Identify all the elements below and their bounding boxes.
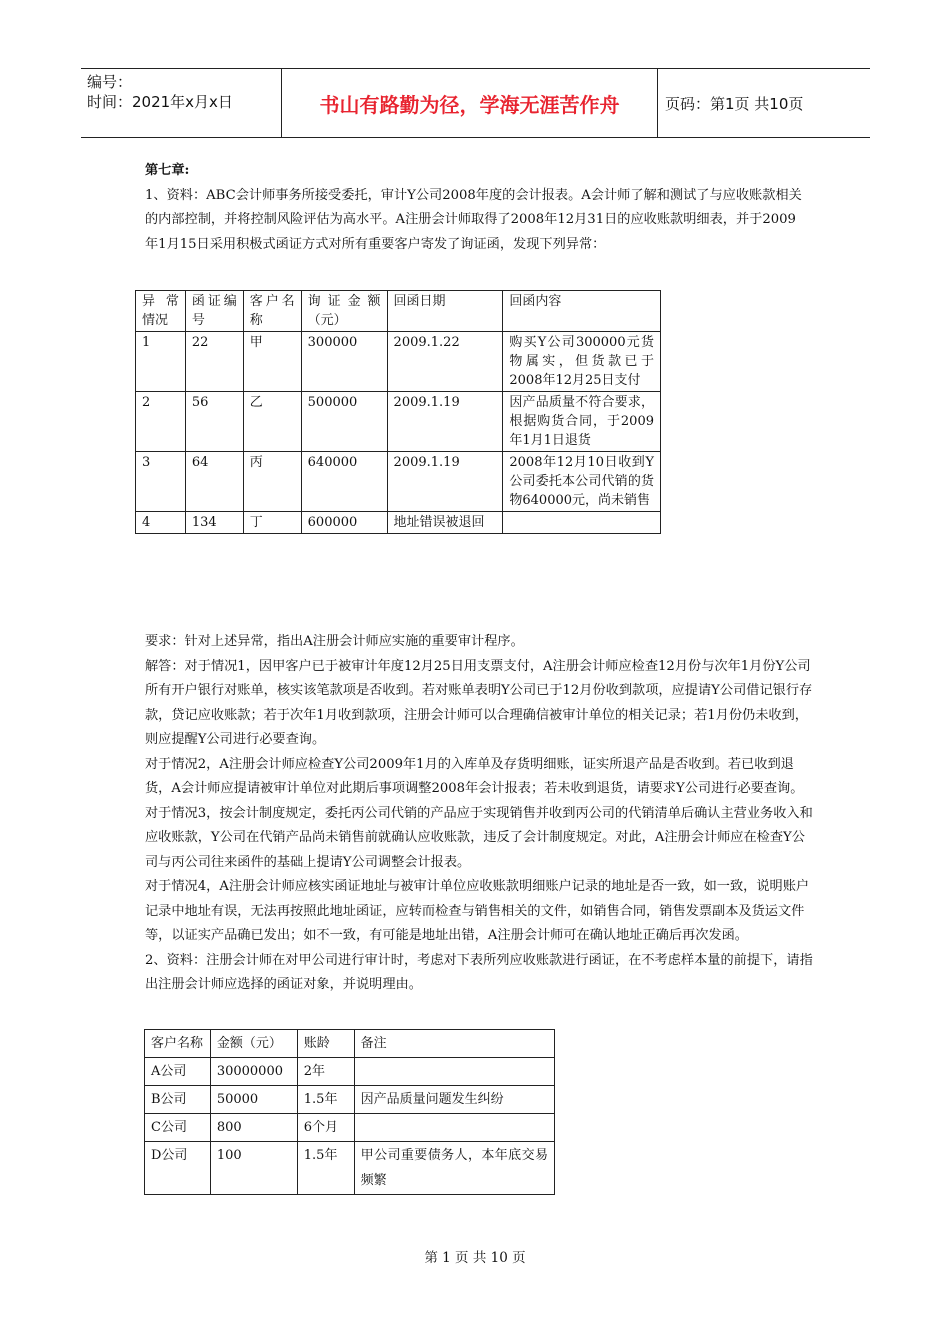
table-cell: 6个月 bbox=[297, 1114, 354, 1142]
table-header-cell: 回函内容 bbox=[503, 291, 661, 332]
table-cell: 2008年12月10日收到Y公司委托本公司代销的货物640000元，尚未销售 bbox=[503, 452, 661, 512]
table-cell: 因产品质量不符合要求，根据购货合同，于2009年1月1日退货 bbox=[503, 392, 661, 452]
table-row bbox=[145, 1086, 555, 1114]
table-cell: 30000000 bbox=[210, 1058, 297, 1086]
table-cell: 50000 bbox=[210, 1086, 297, 1114]
table-row bbox=[136, 332, 661, 392]
table-cell: 地址错误被退回 bbox=[387, 512, 503, 534]
table-cell: 64 bbox=[185, 452, 243, 512]
page-header bbox=[81, 68, 870, 138]
table-header-cell: 回函日期 bbox=[387, 291, 503, 332]
table-cell: 640000 bbox=[301, 452, 387, 512]
q1-answer-4: 对于情况4，A注册会计师应核实函证地址与被审计单位应收账款明细账户记录的地址是否一致，如一致，说明账户记录中地址有误，无法再按照此地址函证，应转而检查与销售相关的文件，如销售合同，销售发票副本及货运文件等，以证实产品确已发出；如不一致，有可能是地址出错，A注册会计师可在确认地址正确后再次发函。 bbox=[145, 879, 810, 943]
table-header-cell: 备注 bbox=[354, 1030, 554, 1058]
table-header-cell: 账龄 bbox=[297, 1030, 354, 1058]
table-cell: 22 bbox=[185, 332, 243, 392]
table-cell: 56 bbox=[185, 392, 243, 452]
table-header-cell: 客户名称 bbox=[243, 291, 301, 332]
q1-answer-block bbox=[145, 630, 813, 998]
table-cell: B公司 bbox=[145, 1086, 211, 1114]
table-cell: 3 bbox=[136, 452, 186, 512]
table-header-cell: 金额（元） bbox=[210, 1030, 297, 1058]
table-cell: 甲 bbox=[243, 332, 301, 392]
table-header-row bbox=[136, 291, 661, 332]
table-cell bbox=[354, 1058, 554, 1086]
table-cell: 购买Y公司300000元货物属实，但货款已于2008年12月25日支付 bbox=[503, 332, 661, 392]
header-meta bbox=[81, 69, 281, 137]
table-cell: 800 bbox=[210, 1114, 297, 1142]
table-cell bbox=[354, 1114, 554, 1142]
table-cell: 100 bbox=[210, 1142, 297, 1195]
page-footer: 第 1 页 共 10 页 bbox=[424, 1250, 526, 1266]
q1-material: 1、资料：ABC会计师事务所接受委托，审计Y公司2008年度的会计报表。A会计师了解和测试了与应收账款相关的内部控制，并将控制风险评估为高水平。A注册会计师取得了2008年12月31日的应收账款明细表，并于2009年1月15日采用积极式函证方式对所有重要客户寄发了询证函，发现下列异常： bbox=[145, 187, 802, 252]
table-cell: 1.5年 bbox=[297, 1086, 354, 1114]
header-time-label: 时间：2021年x月x日 bbox=[87, 93, 233, 111]
q1-intro-block bbox=[145, 159, 805, 257]
table-cell: 1.5年 bbox=[297, 1142, 354, 1195]
table-cell bbox=[503, 512, 661, 534]
table-header-cell: 客户名称 bbox=[145, 1030, 211, 1058]
table-cell: 2009.1.19 bbox=[387, 452, 503, 512]
header-motto: 书山有路勤为径，学海无涯苦作舟 bbox=[319, 92, 620, 117]
table-row bbox=[136, 452, 661, 512]
header-page-info: 页码：第1页 共10页 bbox=[665, 94, 804, 113]
table-cell: C公司 bbox=[145, 1114, 211, 1142]
table-header-row bbox=[145, 1030, 555, 1058]
table-header-cell: 异常情况 bbox=[136, 291, 186, 332]
table-cell: 4 bbox=[136, 512, 186, 534]
q2-material: 2、资料：注册会计师在对甲公司进行审计时，考虑对下表所列应收账款进行函证，在不考虑样本量的前提下，请指出注册会计师应选择的函证对象，并说明理由。 bbox=[145, 952, 813, 992]
chapter-title: 第七章: bbox=[145, 163, 190, 178]
table-cell: 2年 bbox=[297, 1058, 354, 1086]
table-cell: 丁 bbox=[243, 512, 301, 534]
table-cell: 因产品质量问题发生纠纷 bbox=[354, 1086, 554, 1114]
table-cell: 2 bbox=[136, 392, 186, 452]
table-cell: D公司 bbox=[145, 1142, 211, 1195]
table-cell: 500000 bbox=[301, 392, 387, 452]
table-cell: 600000 bbox=[301, 512, 387, 534]
table-cell: 1 bbox=[136, 332, 186, 392]
table-cell: 134 bbox=[185, 512, 243, 534]
table-cell: 300000 bbox=[301, 332, 387, 392]
header-divider-right bbox=[657, 69, 658, 137]
q1-answer-1: 解答：对于情况1，因甲客户已于被审计年度12月25日用支票支付，A注册会计师应检查12月份与次年1月份Y公司所有开户银行对账单，核实该笔款项是否收到。若对账单表明Y公司已于12月份收到款项，应提请Y公司借记银行存款，贷记应收账款；若于次年1月收到款项，注册会计师可以合理确信被审计单位的相关记录；若1月份仍未收到，则应提醒Y公司进行必要查询。 bbox=[145, 658, 813, 747]
header-number-label: 编号： bbox=[87, 73, 133, 91]
table-header-cell: 询证金额（元） bbox=[301, 291, 387, 332]
table-cell: 2009.1.19 bbox=[387, 392, 503, 452]
table-row bbox=[136, 512, 661, 534]
q1-answer-3: 对于情况3，按会计制度规定，委托丙公司代销的产品应于实现销售并收到丙公司的代销清单后确认主营业务收入和应收账款，Y公司在代销产品尚未销售前就确认应收账款，违反了会计制度规定。对此，A注册会计师应在检查Y公司与丙公司往来函件的基础上提请Y公司调整会计报表。 bbox=[145, 805, 813, 870]
q1-answer-2: 对于情况2，A注册会计师应检查Y公司2009年1月的入库单及存货明细账，证实所退产品是否收到。若已收到退货，A会计师应提请被审计单位对此期后事项调整2008年会计报表；若未收到退货，请要求Y公司进行必要查询。 bbox=[145, 756, 804, 796]
table-cell: 乙 bbox=[243, 392, 301, 452]
table-header-cell: 函证编号 bbox=[185, 291, 243, 332]
table-cell: A公司 bbox=[145, 1058, 211, 1086]
table-row bbox=[145, 1058, 555, 1086]
table-row bbox=[136, 392, 661, 452]
q2-receivables-table bbox=[144, 1029, 555, 1195]
q1-requirement: 要求：针对上述异常，指出A注册会计师应实施的重要审计程序。 bbox=[145, 634, 524, 649]
table-cell: 丙 bbox=[243, 452, 301, 512]
table-cell: 甲公司重要债务人，本年底交易频繁 bbox=[354, 1142, 554, 1195]
q1-confirmation-table bbox=[135, 290, 661, 534]
table-row bbox=[145, 1114, 555, 1142]
table-row bbox=[145, 1142, 555, 1195]
table-cell: 2009.1.22 bbox=[387, 332, 503, 392]
